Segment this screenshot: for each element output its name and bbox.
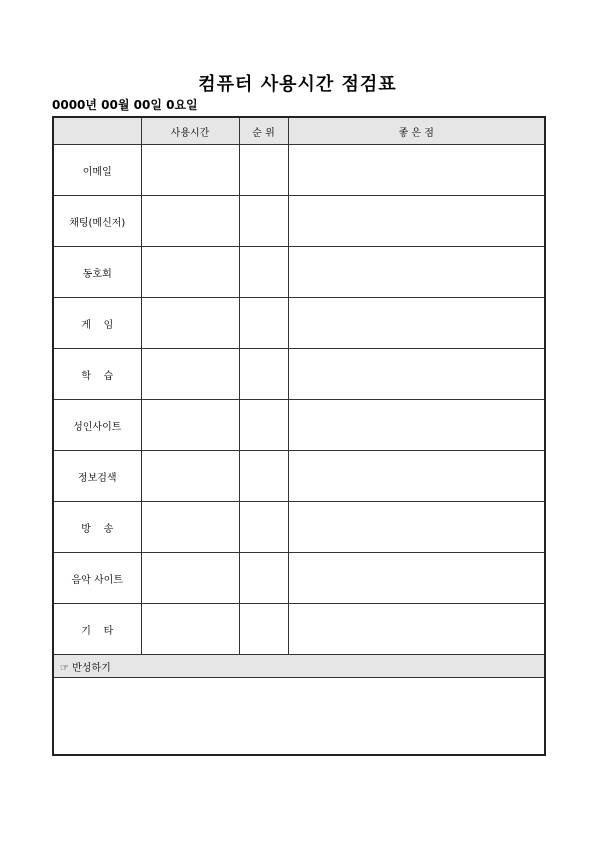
- usage-time-cell[interactable]: [141, 553, 239, 604]
- table-row: [53, 604, 545, 655]
- usage-time-cell[interactable]: [141, 451, 239, 502]
- good-points-cell[interactable]: [288, 604, 545, 655]
- table-row: [53, 298, 545, 349]
- header-good-points: 좋 은 점: [288, 117, 545, 145]
- reflection-header-row: [53, 655, 545, 678]
- good-points-cell[interactable]: [288, 298, 545, 349]
- good-points-cell[interactable]: [288, 247, 545, 298]
- reflection-body-row: [53, 678, 545, 756]
- row-label-email: 이메일: [53, 145, 141, 196]
- row-label-broadcast: 방 송: [53, 502, 141, 553]
- table-row: [53, 196, 545, 247]
- row-label-study: 학 습: [53, 349, 141, 400]
- rank-cell[interactable]: [239, 502, 288, 553]
- page-title: 컴퓨터 사용시간 점검표: [198, 74, 397, 95]
- table-row: [53, 502, 545, 553]
- row-label-chat: 채팅(메신저): [53, 196, 141, 247]
- good-points-cell[interactable]: [288, 502, 545, 553]
- good-points-cell[interactable]: [288, 400, 545, 451]
- row-label-music-site: 음악 사이트: [53, 553, 141, 604]
- table-row: [53, 145, 545, 196]
- row-label-club: 동호회: [53, 247, 141, 298]
- rank-cell[interactable]: [239, 247, 288, 298]
- usage-time-cell[interactable]: [141, 145, 239, 196]
- good-points-cell[interactable]: [288, 145, 545, 196]
- usage-time-cell[interactable]: [141, 400, 239, 451]
- usage-time-cell[interactable]: [141, 604, 239, 655]
- usage-time-cell[interactable]: [141, 196, 239, 247]
- rank-cell[interactable]: [239, 553, 288, 604]
- row-label-game: 게 임: [53, 298, 141, 349]
- good-points-cell[interactable]: [288, 451, 545, 502]
- header-cell-blank: [53, 117, 141, 145]
- date-line: 0000년 00월 00일 0요일: [52, 98, 198, 112]
- reflection-text-area[interactable]: [53, 678, 545, 756]
- row-label-etc: 기 타: [53, 604, 141, 655]
- table-row: [53, 247, 545, 298]
- usage-time-cell[interactable]: [141, 298, 239, 349]
- table-header-row: [53, 117, 545, 145]
- rank-cell[interactable]: [239, 400, 288, 451]
- rank-cell[interactable]: [239, 196, 288, 247]
- row-label-adult-site: 성인사이트: [53, 400, 141, 451]
- usage-time-cell[interactable]: [141, 349, 239, 400]
- header-usage-time: 사용시간: [141, 117, 239, 145]
- table-row: [53, 349, 545, 400]
- header-rank: 순 위: [239, 117, 288, 145]
- good-points-cell[interactable]: [288, 196, 545, 247]
- table-row: [53, 451, 545, 502]
- rank-cell[interactable]: [239, 298, 288, 349]
- rank-cell[interactable]: [239, 145, 288, 196]
- rank-cell[interactable]: [239, 604, 288, 655]
- good-points-cell[interactable]: [288, 553, 545, 604]
- row-label-info-search: 정보검색: [53, 451, 141, 502]
- table-row: [53, 400, 545, 451]
- good-points-cell[interactable]: [288, 349, 545, 400]
- usage-time-cell[interactable]: [141, 502, 239, 553]
- rank-cell[interactable]: [239, 451, 288, 502]
- rank-cell[interactable]: [239, 349, 288, 400]
- table-row: [53, 553, 545, 604]
- usage-time-cell[interactable]: [141, 247, 239, 298]
- usage-checklist-table: [52, 116, 546, 756]
- reflection-label: ☞ 반성하기: [53, 655, 545, 678]
